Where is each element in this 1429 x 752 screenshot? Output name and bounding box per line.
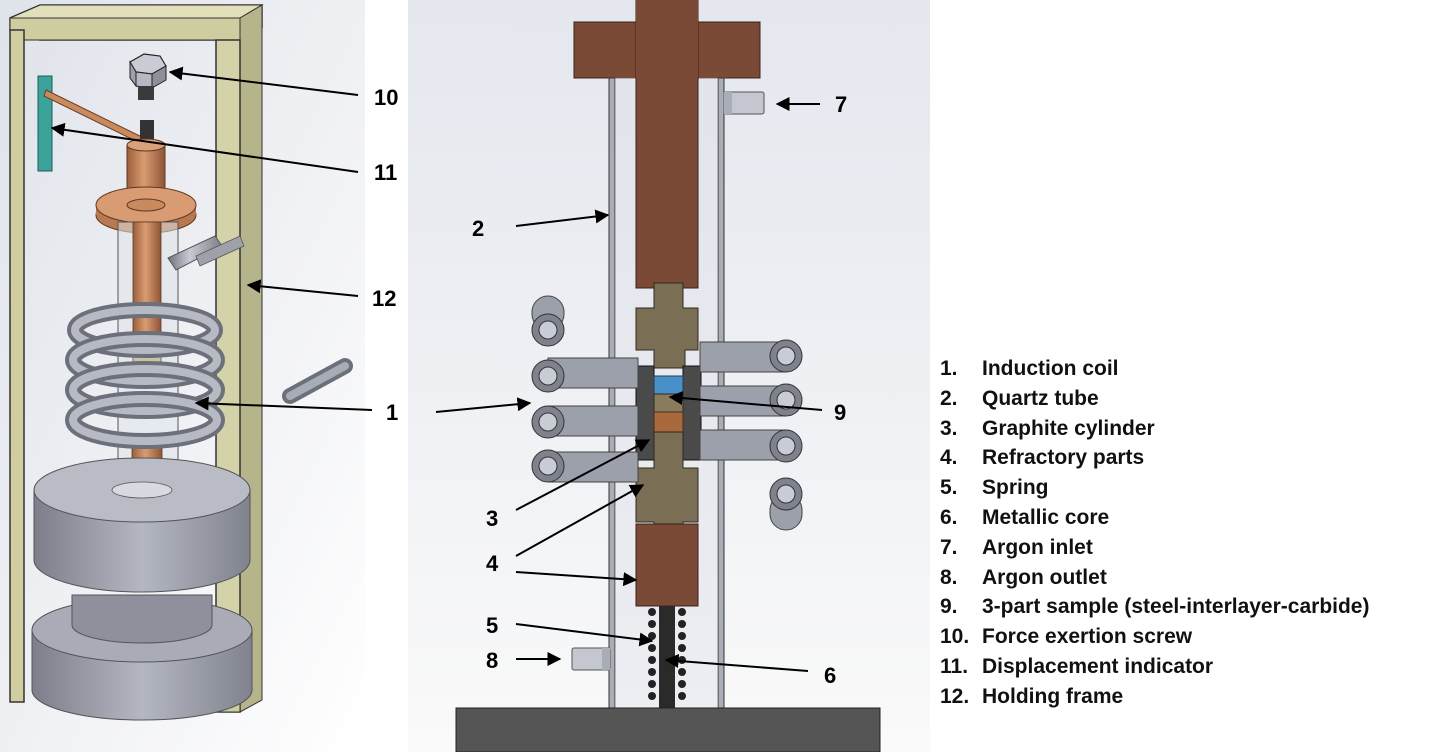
left-panel-isometric-view <box>0 0 365 752</box>
legend-number: 8. <box>940 565 958 589</box>
legend-item <box>940 443 1369 473</box>
legend-item <box>940 622 1369 652</box>
legend-item <box>940 563 1369 593</box>
legend-item <box>940 414 1369 444</box>
legend-number: 12. <box>940 684 970 708</box>
legend-text: 3-part sample (steel-interlayer-carbide) <box>982 595 1370 619</box>
legend-number: 11. <box>940 654 969 678</box>
callout-12: 12 <box>372 286 397 311</box>
callout-2: 2 <box>472 216 485 241</box>
legend-number: 2. <box>940 386 958 410</box>
legend-text: Graphite cylinder <box>982 416 1155 440</box>
legend-number: 6. <box>940 505 958 529</box>
legend-number: 7. <box>940 535 958 559</box>
three-part-sample <box>654 376 683 432</box>
callout-5: 5 <box>486 613 499 638</box>
callout-1-left: 1 <box>386 400 399 425</box>
legend-item <box>940 503 1369 533</box>
legend-text: Argon inlet <box>982 535 1093 559</box>
legend-item <box>940 533 1369 563</box>
legend-number: 1. <box>940 357 958 380</box>
base-plate <box>456 708 880 752</box>
legend-text: Induction coil <box>982 357 1119 380</box>
callout-6: 6 <box>824 663 837 688</box>
legend-item <box>940 473 1369 503</box>
legend-text: Argon outlet <box>982 565 1107 589</box>
legend-text: Displacement indicator <box>982 654 1214 678</box>
legend-number: 10. <box>940 625 970 649</box>
legend-item <box>940 384 1369 414</box>
legend-number: 4. <box>940 446 958 470</box>
argon-inlet <box>724 92 764 114</box>
callout-3: 3 <box>486 506 499 531</box>
callout-9: 9 <box>834 400 847 425</box>
legend-text: Quartz tube <box>982 386 1099 410</box>
argon-outlet <box>572 648 610 670</box>
legend-text: Refractory parts <box>982 446 1145 470</box>
legend-text: Metallic core <box>982 505 1110 529</box>
callout-8: 8 <box>486 648 499 673</box>
callout-11: 11 <box>374 160 398 185</box>
legend-item <box>940 682 1369 712</box>
legend-number: 9. <box>940 595 958 619</box>
legend-item <box>940 354 1369 384</box>
callout-7: 7 <box>835 92 848 117</box>
legend-text: Spring <box>982 476 1049 500</box>
callout-10: 10 <box>374 85 399 110</box>
right-panel-section-view <box>408 0 930 752</box>
lower-block <box>636 524 698 606</box>
legend-number: 3. <box>940 416 958 440</box>
legend-text: Holding frame <box>982 684 1124 708</box>
legend-item <box>940 592 1369 622</box>
callout-4a: 4 <box>486 551 499 576</box>
legend-number: 5. <box>940 476 958 500</box>
legend-item <box>940 652 1369 682</box>
legend-text: Force exertion screw <box>982 625 1193 649</box>
legend-list <box>940 354 1369 712</box>
